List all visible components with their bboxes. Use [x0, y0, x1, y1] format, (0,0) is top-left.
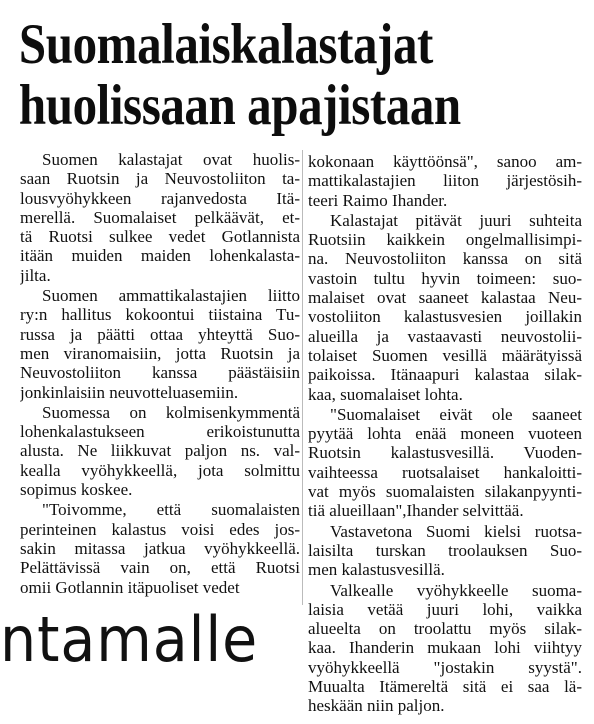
column-divider [302, 150, 303, 605]
paragraph [308, 211, 582, 404]
text-line: merellä. Suomalaiset pelkäävät, et- [20, 207, 300, 227]
text-line: pyytää lohta enää moneen vuoteen [308, 424, 582, 444]
text-line: vaihteessa ruotsalaiset hankaloitti- [308, 462, 582, 482]
text-line: russa ja päätti ottaa yhteyttä Suo- [20, 324, 300, 344]
text-line: Suomen kalastajat ovat huolis- [42, 150, 300, 169]
text-line: Suomessa on kolmisenkymmentä [42, 402, 300, 422]
adjacent-article-headline-fragment: ntamalle [0, 603, 259, 676]
text-line: na. Neuvostoliiton kanssa on sitä [308, 249, 582, 269]
text-line: Valkealle vyöhykkeelle suoma- [330, 580, 582, 600]
text-line: jilta. [20, 265, 51, 285]
text-line: alueelta on troolattu myös silak- [308, 619, 582, 639]
text-line: malaiset ovat saaneet kalastaa Neu- [308, 288, 582, 308]
text-line: tiä alueillaan",Ihander selvittää. [308, 501, 524, 521]
article-column-left [20, 150, 300, 598]
text-line: sakin mitassa jatkua vyöhykkeellä. [20, 538, 300, 558]
text-line: Neuvostoliiton kanssa päästäisiin [20, 363, 300, 383]
text-line: "Suomalaiset eivät ole saaneet [330, 404, 582, 424]
text-line: sopimus koskee. [20, 480, 133, 500]
text-line: kaa. Ihanderin mukaan lohi viihtyy [308, 638, 582, 658]
text-line: Suomen ammattikalastajien liitto [42, 286, 300, 306]
text-line: vat myös suomalaisten silakanpyynti- [308, 482, 582, 502]
text-line: alusta. Ne liikkuvat paljon ns. val- [20, 441, 300, 461]
text-line: itään muiden maiden lohenkalasta- [20, 246, 300, 266]
text-line: kokonaan käyttöönsä", sanoo am- [308, 152, 582, 171]
text-line: tolaiset Suomen vesillä määrätyissä [308, 345, 582, 365]
text-line: vyöhykkeellä "jostakin syystä". [308, 657, 582, 677]
text-line: Muualta Itämereltä sitä ei saa lä- [308, 677, 582, 697]
paragraph [308, 581, 582, 716]
text-line: tä Ruotsi sulkee vedet Gotlannista [20, 227, 300, 247]
text-line: alueilla ja vastaavasti neuvostolii- [308, 326, 582, 346]
text-line: perinteinen kalastus voisi edes jos- [20, 519, 300, 539]
paragraph [308, 152, 582, 210]
article-column-right [308, 152, 582, 717]
text-line: men kalastusvesillä. [308, 560, 445, 580]
text-line: Ruotsiin kaikkein ongelmallisimpi- [308, 230, 582, 250]
paragraph [20, 500, 300, 596]
headline-line-2: huolissaan apajistaan [18, 74, 461, 137]
text-line: kealla vyöhykkeellä, jota solmittu [20, 460, 300, 480]
text-line: saan Ruotsin ja Neuvostoliiton ta- [20, 169, 300, 189]
text-line: jonkinlaisiin neuvotteluasemiin. [20, 382, 239, 402]
text-line: "Toivomme, että suomalaisten [42, 500, 300, 520]
paragraph [20, 286, 300, 402]
text-line: vostoliiton kalastusvesien joillakin [308, 307, 582, 327]
text-line: ry:n hallitus kokoontui tiistaina Tu- [20, 305, 300, 325]
text-line: paikoissa. Itänaapuri kalastaa silak- [308, 365, 582, 385]
text-line: lohenkalastukseen erikoistunutta [20, 422, 300, 442]
text-line: kaa, suomalaiset lohta. [308, 384, 463, 404]
text-line: Kalastajat pitävät juuri suhteita [330, 210, 582, 230]
text-line: Pelättävissä vain on, että Ruotsi [20, 558, 300, 578]
paragraph [308, 522, 582, 580]
paragraph [308, 405, 582, 521]
text-line: Ruotsin kalastusvesillä. Vuoden- [308, 443, 582, 463]
paragraph [20, 403, 300, 499]
text-line: vastoin tultu hyvin toimeen: suo- [308, 268, 582, 288]
text-line: teeri Raimo Ihander. [308, 190, 448, 210]
text-line: heskään niin paljon. [308, 696, 445, 716]
text-line: laisilta turskan troolauksen Suo- [308, 540, 582, 560]
text-line: mattikalastajien liiton järjestösih- [308, 171, 582, 191]
article-headline [0, 14, 511, 136]
headline-line-1: Suomalaiskalastajat [18, 13, 433, 76]
text-line: omii Gotlannin itäpuoliset vedet [20, 577, 240, 597]
paragraph [20, 150, 300, 285]
text-line: lousvyöhykkeen rajanvedosta Itä- [20, 188, 300, 208]
text-line: Vastavetona Suomi kielsi ruotsa- [330, 521, 582, 541]
text-line: laisia vetää juuri lohi, vaikka [308, 599, 582, 619]
text-line: men viranomaisiin, jotta Ruotsin ja [20, 343, 300, 363]
